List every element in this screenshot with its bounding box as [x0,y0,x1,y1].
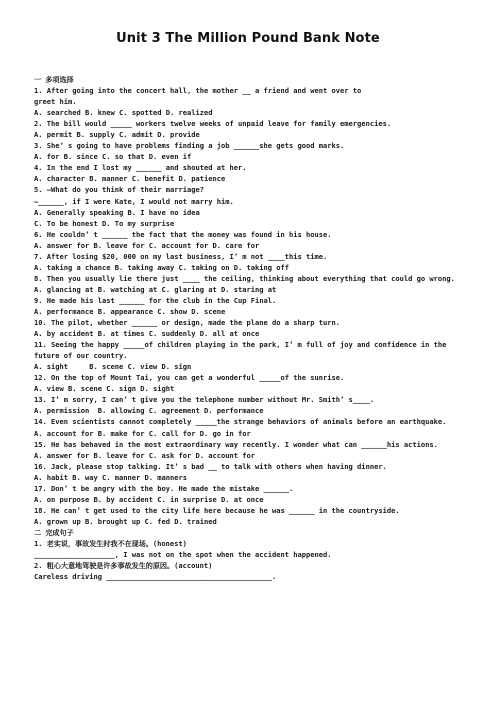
text-line: 9. He made his last ______ for the club in the Cup Final. [34,295,277,305]
text-line: —______, if I were Kate, I would not marry him. [34,196,234,206]
text-line: A. glancing at B. watching at C. glaring at D. staring at [34,284,277,294]
text-line: A. habit B. way C. manner D. manners [34,472,188,482]
text-line: 14. Even scientists cannot completely _____the strange behaviors of animals before an earthquake. [34,417,447,427]
text-line: 7. After losing $20, 000 on my last business, I’ m not ____this time. [34,251,328,261]
text-line: 18. He can’ t get used to the city life here because he was ______ in the countryside. [34,505,400,515]
text-line: 16. Jack, please stop talking. It’ s bad __ to talk with others when having dinner. [34,461,387,471]
document-body [34,74,474,582]
text-line: 15. He has behaved in the most extraordinary way recently. I wonder what can ______his actions. [34,439,438,449]
text-line: 2. 粗心大意地驾驶是许多事故发生的原因。(account) [34,561,213,571]
text-line: A. on purpose B. by accident C. in surprise D. at once [34,494,264,504]
text-line: A. answer for B. leave for C. account for D. care for [34,240,260,250]
text-line: greet him. [34,97,77,107]
text-line: A. account for B. make for C. call for D. go in for [34,428,251,438]
text-line: A. view B. scene C. sign D. sight [34,384,175,394]
text-line: A. character B. manner C. benefit D. patience [34,174,226,184]
text-line: A. for B. since C. so that D. even if [34,152,192,162]
text-line: A. answer for B. leave for C. ask for D. account for [34,450,256,460]
text-line: 一 多项选择 [34,75,74,84]
text-line: A. permit B. supply C. admit D. provide [34,130,200,140]
text-line: 1. 老实说，事故发生时我不在现场。(honest) [34,538,187,548]
text-line: A. sight B. scene C. view D. sign [34,362,192,372]
text-line: 1. After going into the concert hall, the mother __ a friend and went over to [34,86,362,96]
text-line: 4. In the end I lost my ______ and shouted at her. [34,163,247,173]
text-line: 6. He couldn’ t ______ the fact that the money was found in his house. [34,229,332,239]
text-line: A. Generally speaking B. I have no idea [34,207,200,217]
text-line: C. To be honest D. To my surprise [34,218,175,228]
text-line: A. permission B. allowing C. agreement D. performance [34,406,264,416]
text-line: 11. Seeing the happy _____of children playing in the park, I’ m full of joy and confidence in the [34,340,447,350]
text-line: 2. The bill would _____ workers twelve weeks of unpaid leave for family emergencies. [34,119,392,129]
text-line: A. by accident B. at times C. suddenly D. all at once [34,329,260,339]
text-line: 5. —What do you think of their marriage? [34,185,205,195]
text-line: A. grown up B. brought up C. fed D. trained [34,516,217,526]
text-line: 10. The pilot, whether ______ or design, made the plane do a sharp turn. [34,318,341,328]
text-line: 17. Don’ t be angry with the boy. He made the mistake ______. [34,483,294,493]
text-line: 8. Then you usually lie there just ____ the ceiling, thinking about everything that could go wrong. [34,273,455,283]
text-line: ___________________, I was not on the spot when the accident happened. [34,550,332,560]
text-line: A. taking a chance B. taking away C. taking on D. taking off [34,262,290,272]
page-title: Unit 3 The Million Pound Bank Note [116,31,380,46]
text-line: 12. On the top of Mount Tai, you can get a wonderful _____of the sunrise. [34,373,345,383]
text-line: future of our country. [34,351,128,361]
text-line: 13. I’ m sorry, I can’ t give you the telephone number without Mr. Smith’ s____. [34,395,375,405]
text-line: A. searched B. knew C. spotted D. realized [34,108,213,118]
text-line: 二 完成句子 [34,527,74,537]
text-line: Careless driving _______________________________________. [34,572,277,582]
text-line: 3. She’ s going to have problems finding a job ______she gets good marks. [34,141,345,151]
text-line: A. performance B. appearance C. show D. scene [34,306,226,316]
